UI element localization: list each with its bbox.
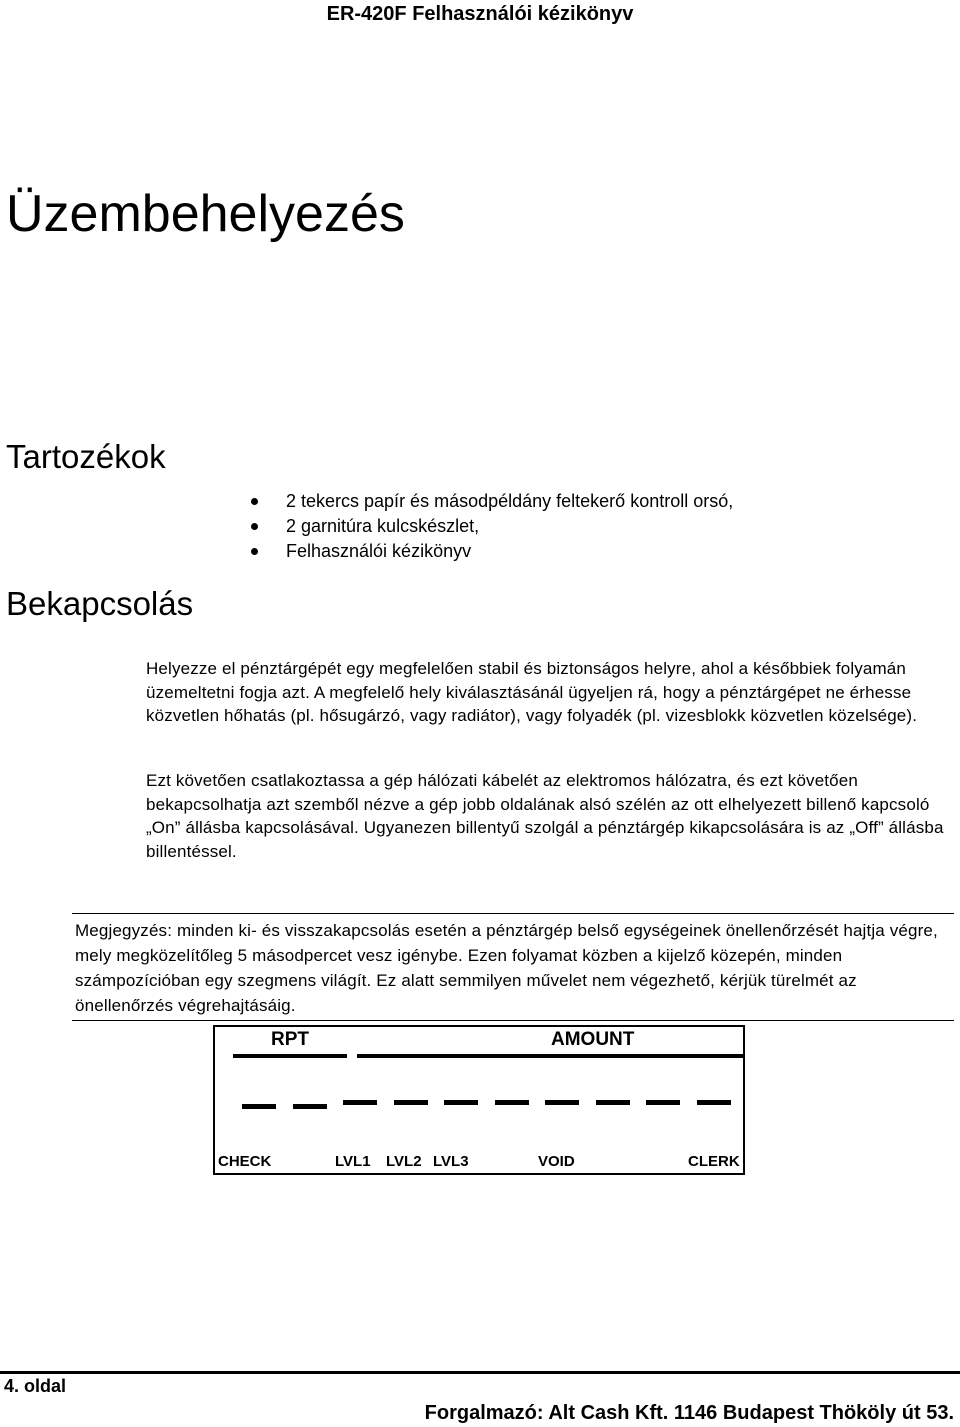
digit-segment: [293, 1104, 327, 1109]
footer-distributor: Forgalmazó: Alt Cash Kft. 1146 Budapest Thököly út 53.: [424, 1402, 954, 1424]
power-on-paragraph-2: Ezt követően csatlakoztassa a gép hálózati kábelét az elektromos hálózatra, és ezt követően bekapcsolhatja azt szemből nézve a gép jobb oldalának alsó szélén az ott elhelyezett billenő kapcsoló „On” állásba kapcsolásával. Ugyanezen billentyű szolgál a pénztárgép kikapcsolására is az „Off” állásba billentéssel.: [146, 771, 944, 861]
list-item: 2 tekercs papír és másodpéldány feltekerő kontroll orsó,: [248, 489, 733, 514]
digit-segment: [242, 1104, 276, 1109]
note-box: Megjegyzés: minden ki- és visszakapcsolás esetén a pénztárgép belső egységeinek önellenőrzését hajtja végre, mely megközelítőleg 5 másodpercet vesz igénybe. Ezen folyamat közben a kijelző közepén, minden számpozícióban egy szegmens világít. Ez alatt semmilyen művelet nem végezhető, kérjük türelmét az önellenőrzés végrehajtásáig.: [72, 913, 954, 1021]
digit-segment: [394, 1100, 428, 1105]
digit-segment: [444, 1100, 478, 1105]
digit-segment: [646, 1100, 680, 1105]
page-title: Üzembehelyezés: [6, 185, 405, 243]
amount-indicator-bar: [357, 1054, 745, 1058]
display-diagram: [213, 1025, 745, 1175]
page-number: 4. oldal: [4, 1376, 67, 1396]
footer-divider: [0, 1371, 960, 1374]
digit-segment: [697, 1100, 731, 1105]
digit-segment: [343, 1100, 377, 1105]
display-label-clerk: CLERK: [688, 1153, 740, 1170]
digit-segment: [545, 1100, 579, 1105]
accessories-list: [248, 489, 733, 564]
digit-segment: [596, 1100, 630, 1105]
display-label-rpt: RPT: [271, 1029, 309, 1050]
display-label-lvl1: LVL1: [335, 1153, 371, 1170]
document-header: ER-420F Felhasználói kézikönyv: [326, 3, 634, 25]
digit-segment: [495, 1100, 529, 1105]
display-label-void: VOID: [538, 1153, 575, 1170]
rpt-indicator-bar: [233, 1054, 347, 1058]
list-item: 2 garnitúra kulcskészlet,: [248, 514, 733, 539]
section-title-power-on: Bekapcsolás: [6, 585, 194, 622]
display-label-lvl3: LVL3: [433, 1153, 469, 1170]
section-title-accessories: Tartozékok: [6, 438, 166, 475]
power-on-paragraph-1: Helyezze el pénztárgépét egy megfelelően stabil és biztonságos helyre, ahol a későbbiek folyamán üzemeltetni fogja azt. A megfelelő hely kiválasztásánál ügyeljen rá, hogy a pénztárgépet ne érhesse közvetlen hőhatás (pl. hősugárzó, vagy radiátor), vagy folyadék (pl. vizesblokk közvetlen közelsége).: [146, 659, 918, 725]
display-label-lvl2: LVL2: [386, 1153, 422, 1170]
display-label-check: CHECK: [218, 1153, 272, 1170]
list-item: Felhasználói kézikönyv: [248, 539, 733, 564]
display-label-amount: AMOUNT: [551, 1029, 635, 1050]
